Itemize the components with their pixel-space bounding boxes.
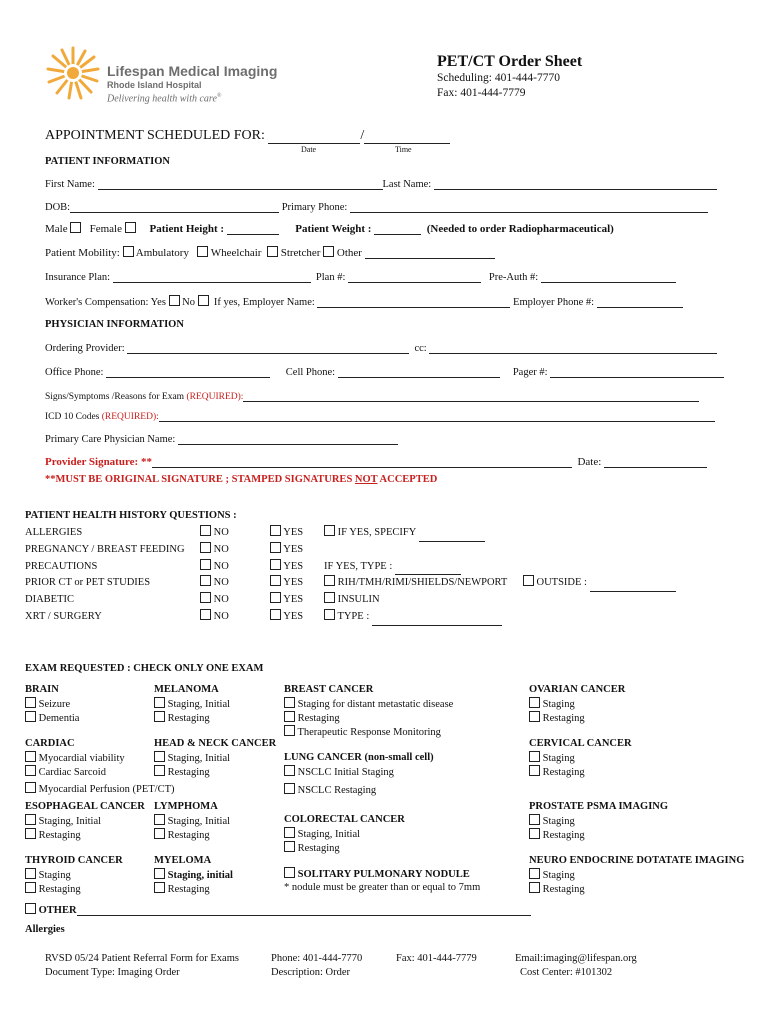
esophageal-restaging-label: Restaging	[38, 830, 81, 841]
outside-checkbox[interactable]	[523, 575, 534, 586]
appointment-row	[45, 128, 450, 144]
pager-label: Pager #:	[512, 367, 548, 378]
lymphoma-staging-label: Staging, Initial	[167, 816, 231, 827]
prostate-group	[529, 800, 668, 842]
wheelchair-label: Wheelchair	[210, 247, 262, 259]
icd-label: ICD 10 Codes	[45, 412, 100, 422]
ambulatory-checkbox[interactable]	[123, 246, 134, 257]
prostate-restaging-checkbox[interactable]	[529, 828, 540, 839]
footer-description: Description: Order	[271, 967, 351, 978]
page-title: PET/CT Order Sheet	[437, 53, 583, 70]
myeloma-staging-checkbox[interactable]	[154, 868, 165, 879]
org-name: Lifespan Medical Imaging	[107, 63, 278, 79]
rih-label: RIH/TMH/RIMI/SHIELDS/NEWPORT	[337, 577, 508, 589]
cardiac-group	[25, 737, 125, 779]
history-item: XRT / SURGERY	[25, 610, 102, 622]
breast-staging-checkbox[interactable]	[284, 697, 295, 708]
yes-checkbox[interactable]	[270, 542, 281, 553]
appointment-date-field[interactable]	[268, 132, 360, 144]
colorectal-restaging-label: Restaging	[297, 843, 340, 854]
no-label: NO	[213, 560, 229, 572]
pcp-field[interactable]	[178, 433, 398, 445]
prostate-restaging-label: Restaging	[542, 830, 585, 841]
warning-not: NOT	[354, 474, 378, 485]
myeloma-title: MYELOMA	[154, 855, 212, 866]
melanoma-restaging-label: Restaging	[167, 713, 210, 724]
nodule-group	[284, 867, 480, 895]
lung-group	[284, 751, 434, 797]
no-label: NO	[213, 527, 229, 538]
signs-row	[45, 390, 699, 402]
ovarian-restaging-checkbox[interactable]	[529, 711, 540, 722]
lymphoma-restaging-checkbox[interactable]	[154, 828, 165, 839]
signature-date-label: Date:	[577, 456, 602, 468]
neuro-restaging-checkbox[interactable]	[529, 882, 540, 893]
viability-label: Myocardial viability	[38, 753, 125, 764]
no-checkbox[interactable]	[200, 542, 211, 553]
org-sub: Rhode Island Hospital	[107, 80, 202, 90]
male-label: Male	[45, 223, 68, 235]
breast-response-label: Therapeutic Response Monitoring	[297, 727, 441, 738]
thyroid-group	[25, 854, 123, 896]
cervical-staging-label: Staging	[542, 753, 575, 764]
workers-comp-no-checkbox[interactable]	[198, 295, 209, 306]
lung-title: LUNG CANCER (non-small cell)	[284, 752, 434, 763]
date-caption: Date	[301, 145, 317, 154]
workers-comp-yes-checkbox[interactable]	[169, 295, 180, 306]
yes-label: YES	[283, 527, 304, 538]
workers-comp-no-label: No	[182, 297, 196, 308]
neuro-group	[529, 854, 744, 896]
ordering-provider-field[interactable]	[127, 342, 409, 354]
cervical-restaging-checkbox[interactable]	[529, 765, 540, 776]
melanoma-group	[154, 683, 230, 725]
signature-field[interactable]	[152, 456, 572, 468]
thyroid-restaging-checkbox[interactable]	[25, 882, 36, 893]
thyroid-restaging-label: Restaging	[38, 884, 81, 895]
history-heading: PATIENT HEALTH HISTORY QUESTIONS :	[25, 510, 237, 521]
appointment-time-field[interactable]	[364, 132, 450, 144]
male-checkbox[interactable]	[70, 222, 81, 233]
footer-right	[515, 952, 637, 980]
dob-field[interactable]	[70, 201, 279, 213]
female-checkbox[interactable]	[125, 222, 136, 233]
myeloma-staging-label: Staging, initial	[167, 870, 233, 881]
history-no-column	[200, 525, 229, 626]
exam-heading: EXAM REQUESTED : CHECK ONLY ONE EXAM	[25, 663, 264, 674]
ordering-provider-label: Ordering Provider:	[45, 343, 125, 354]
preauth-label: Pre-Auth #:	[488, 272, 539, 283]
preauth-field[interactable]	[541, 271, 676, 283]
yes-checkbox[interactable]	[270, 559, 281, 570]
footer-fax: Fax: 401-444-7779	[396, 953, 477, 964]
esophageal-group	[25, 800, 145, 842]
footer-cost-center: Cost Center: #101302	[520, 967, 613, 978]
name-row	[45, 178, 717, 190]
colorectal-staging-checkbox[interactable]	[284, 827, 295, 838]
time-caption: Time	[395, 145, 412, 154]
perfusion-checkbox[interactable]	[25, 782, 36, 793]
footer-doctype: Document Type: Imaging Order	[45, 967, 180, 978]
thyroid-staging-checkbox[interactable]	[25, 868, 36, 879]
scheduling-phone: Scheduling: 401-444-7770	[437, 72, 560, 84]
outside-field[interactable]	[590, 580, 676, 592]
lymphoma-group	[154, 800, 230, 842]
employer-phone-label: Employer Phone #:	[513, 297, 595, 308]
signs-label: Signs/Symptoms /Reasons for Exam	[45, 392, 185, 402]
ovarian-group	[529, 683, 625, 725]
employer-name-field[interactable]	[317, 296, 510, 308]
stretcher-checkbox[interactable]	[267, 246, 278, 257]
signature-date-field[interactable]	[604, 456, 707, 468]
first-name-label: First Name:	[45, 179, 95, 190]
lymphoma-staging-checkbox[interactable]	[154, 814, 165, 825]
myeloma-restaging-label: Restaging	[167, 884, 210, 895]
plan-field[interactable]	[348, 271, 481, 283]
last-name-field[interactable]	[434, 178, 717, 190]
headneck-restaging-label: Restaging	[167, 767, 210, 778]
pcp-label: Primary Care Physician Name:	[45, 434, 176, 445]
sarcoid-checkbox[interactable]	[25, 765, 36, 776]
headneck-group	[154, 737, 276, 779]
warning-accepted: ACCEPTED	[379, 474, 438, 485]
headneck-restaging-checkbox[interactable]	[154, 765, 165, 776]
first-name-field[interactable]	[98, 178, 383, 190]
stretcher-label: Stretcher	[280, 247, 321, 259]
thyroid-staging-label: Staging	[38, 870, 71, 881]
no-checkbox[interactable]	[200, 592, 211, 603]
cell-phone-field[interactable]	[338, 366, 500, 378]
cc-label: cc:	[414, 343, 427, 354]
specify-label: IF YES, SPECIFY	[337, 527, 416, 538]
myeloma-group	[154, 854, 233, 896]
headneck-title: HEAD & NECK CANCER	[154, 738, 277, 749]
prostate-staging-checkbox[interactable]	[529, 814, 540, 825]
colorectal-title: COLORECTAL CANCER	[284, 814, 405, 825]
nsclc-restaging-checkbox[interactable]	[284, 783, 295, 794]
wheelchair-checkbox[interactable]	[197, 246, 208, 257]
rih-checkbox[interactable]	[324, 575, 335, 586]
workers-comp-label: Worker's Compensation: Yes	[45, 297, 166, 308]
cervical-staging-checkbox[interactable]	[529, 751, 540, 762]
mobility-label: Patient Mobility:	[45, 247, 120, 259]
neuro-staging-checkbox[interactable]	[529, 868, 540, 879]
nodule-title: SOLITARY PULMONARY NODULE	[297, 869, 470, 880]
icd-required: (REQUIRED):	[101, 412, 159, 422]
other-exam-checkbox[interactable]	[25, 903, 36, 914]
breast-group	[284, 683, 453, 739]
ovarian-staging-label: Staging	[542, 699, 575, 710]
ovarian-title: OVARIAN CANCER	[529, 684, 626, 695]
melanoma-title: MELANOMA	[154, 684, 219, 695]
nsclc-initial-checkbox[interactable]	[284, 765, 295, 776]
yes-checkbox[interactable]	[270, 525, 281, 536]
colorectal-staging-label: Staging, Initial	[297, 829, 361, 840]
no-label: NO	[213, 543, 229, 555]
surgery-type-label: TYPE :	[337, 610, 370, 622]
plan-label: Plan #:	[315, 272, 346, 283]
footer-fax-col	[396, 952, 477, 966]
allergies-label: Allergies	[25, 924, 65, 935]
primary-phone-field[interactable]	[350, 201, 708, 213]
sex-height-row	[45, 222, 614, 235]
height-label: Patient Height :	[149, 223, 225, 235]
cervical-restaging-label: Restaging	[542, 767, 585, 778]
seizure-checkbox[interactable]	[25, 697, 36, 708]
weight-note: (Needed to order Radiopharmaceutical)	[426, 223, 614, 235]
footer-email: Email:imaging@lifespan.org	[515, 953, 637, 964]
if-yes-type-label: IF YES, TYPE :	[324, 560, 393, 572]
esophageal-title: ESOPHAGEAL CANCER	[25, 801, 145, 812]
neuro-title: NEURO ENDOCRINE DOTATATE IMAGING	[529, 855, 745, 866]
no-checkbox[interactable]	[200, 525, 211, 536]
other-mobility-field[interactable]	[365, 247, 495, 259]
last-name-label: Last Name:	[382, 179, 432, 190]
colorectal-group	[284, 813, 405, 855]
breast-restaging-label: Restaging	[297, 713, 340, 724]
ovarian-restaging-label: Restaging	[542, 713, 585, 724]
signature-label: Provider Signature: **	[45, 456, 152, 468]
signature-row	[45, 456, 707, 468]
neuro-restaging-label: Restaging	[542, 884, 585, 895]
nodule-note: * nodule must be greater than or equal to 7mm	[284, 882, 481, 893]
breast-restaging-checkbox[interactable]	[284, 711, 295, 722]
brain-title: BRAIN	[25, 684, 59, 695]
cervical-group	[529, 737, 632, 779]
no-label: NO	[213, 594, 229, 606]
history-item: PREGNANCY / BREAST FEEDING	[25, 543, 185, 555]
thyroid-title: THYROID CANCER	[25, 855, 123, 866]
history-item: PRECAUTIONS	[25, 560, 98, 572]
office-phone-field[interactable]	[106, 366, 270, 378]
yes-label: YES	[283, 594, 304, 606]
yes-checkbox[interactable]	[270, 575, 281, 586]
no-label: NO	[213, 610, 229, 622]
physician-info-heading: PHYSICIAN INFORMATION	[45, 319, 184, 330]
insurance-label: Insurance Plan:	[45, 272, 111, 283]
breast-response-checkbox[interactable]	[284, 725, 295, 736]
yes-checkbox[interactable]	[270, 609, 281, 620]
office-phone-label: Office Phone:	[45, 367, 104, 378]
workers-comp-row	[45, 295, 683, 308]
cervical-title: CERVICAL CANCER	[529, 738, 632, 749]
surgery-type-checkbox[interactable]	[324, 609, 335, 620]
perfusion-label: Myocardial Perfusion (PET/CT)	[38, 784, 175, 795]
history-item: DIABETIC	[25, 594, 74, 606]
phones-row	[45, 366, 724, 378]
nodule-checkbox[interactable]	[284, 867, 295, 878]
weight-label: Patient Weight :	[295, 223, 372, 235]
brain-group	[25, 683, 79, 725]
history-questions	[25, 525, 185, 626]
footer-left	[45, 952, 239, 980]
no-checkbox[interactable]	[200, 609, 211, 620]
pcp-row	[45, 433, 398, 445]
specify-checkbox[interactable]	[324, 525, 335, 536]
cc-field[interactable]	[429, 342, 717, 354]
signs-required: (REQUIRED):	[186, 392, 244, 402]
icd-field[interactable]	[159, 410, 715, 422]
tagline: Delivering health with care®	[107, 93, 222, 105]
lymphoma-restaging-label: Restaging	[167, 830, 210, 841]
esophageal-staging-label: Staging, Initial	[38, 816, 102, 827]
breast-title: BREAST CANCER	[284, 684, 374, 695]
signs-field[interactable]	[243, 390, 699, 402]
signature-warning	[45, 474, 437, 485]
other-mobility-label: Other	[336, 247, 362, 259]
warning-text: **MUST BE ORIGINAL SIGNATURE ; STAMPED SIGNATURES	[45, 474, 353, 485]
other-mobility-checkbox[interactable]	[323, 246, 334, 257]
other-exam-field[interactable]	[77, 904, 531, 916]
outside-label: OUTSIDE :	[536, 577, 587, 589]
insurance-row	[45, 271, 676, 283]
other-row	[25, 903, 531, 916]
specify-field[interactable]	[419, 530, 485, 542]
primary-phone-label: Primary Phone:	[281, 202, 348, 213]
history-item: ALLERGIES	[25, 527, 83, 538]
yes-label: YES	[283, 543, 304, 555]
esophageal-restaging-checkbox[interactable]	[25, 828, 36, 839]
nsclc-restaging-label: NSCLC Restaging	[297, 785, 377, 796]
insulin-checkbox[interactable]	[324, 592, 335, 603]
prostate-title: PROSTATE PSMA IMAGING	[529, 801, 669, 812]
other-exam-label: OTHER	[38, 905, 77, 916]
perfusion-option	[25, 782, 175, 796]
history-item: PRIOR CT or PET STUDIES	[25, 577, 151, 589]
history-details-column	[324, 525, 676, 626]
cardiac-title: CARDIAC	[25, 738, 75, 749]
appointment-label: APPOINTMENT SCHEDULED FOR:	[45, 128, 265, 143]
headneck-staging-label: Staging, Initial	[167, 753, 231, 764]
footer-middle	[271, 952, 362, 980]
employer-name-label: If yes, Employer Name:	[213, 297, 315, 308]
nsclc-initial-label: NSCLC Initial Staging	[297, 767, 394, 778]
height-field[interactable]	[227, 223, 279, 235]
prostate-staging-label: Staging	[542, 816, 575, 827]
yes-label: YES	[283, 560, 304, 572]
dementia-checkbox[interactable]	[25, 711, 36, 722]
no-checkbox[interactable]	[200, 559, 211, 570]
insurance-field[interactable]	[113, 271, 311, 283]
patient-info-heading: PATIENT INFORMATION	[45, 156, 170, 167]
lifespan-sun-logo	[45, 45, 101, 101]
precaution-type-field[interactable]	[395, 563, 461, 575]
headneck-staging-checkbox[interactable]	[154, 751, 165, 762]
myeloma-restaging-checkbox[interactable]	[154, 882, 165, 893]
employer-phone-field[interactable]	[597, 296, 683, 308]
dob-row	[45, 201, 708, 213]
footer-rvsd: RVSD 05/24 Patient Referral Form for Exams	[45, 953, 239, 964]
weight-field[interactable]	[374, 223, 421, 235]
neuro-staging-label: Staging	[542, 870, 575, 881]
seizure-label: Seizure	[38, 699, 71, 710]
breast-staging-label: Staging for distant metastatic disease	[297, 699, 454, 710]
no-checkbox[interactable]	[200, 575, 211, 586]
melanoma-staging-checkbox[interactable]	[154, 697, 165, 708]
melanoma-restaging-checkbox[interactable]	[154, 711, 165, 722]
fax-number: Fax: 401-444-7779	[437, 87, 526, 99]
female-label: Female	[89, 223, 122, 235]
mobility-row	[45, 246, 495, 259]
pager-field[interactable]	[550, 366, 724, 378]
sarcoid-label: Cardiac Sarcoid	[38, 767, 106, 778]
yes-checkbox[interactable]	[270, 592, 281, 603]
history-yes-column	[270, 525, 303, 626]
viability-checkbox[interactable]	[25, 751, 36, 762]
colorectal-restaging-checkbox[interactable]	[284, 841, 295, 852]
ambulatory-label: Ambulatory	[135, 247, 189, 259]
slash: /	[360, 128, 365, 143]
ordering-row	[45, 342, 717, 354]
esophageal-staging-checkbox[interactable]	[25, 814, 36, 825]
melanoma-staging-label: Staging, Initial	[167, 699, 231, 710]
icd-row	[45, 410, 715, 422]
dementia-label: Dementia	[38, 713, 80, 724]
cell-phone-label: Cell Phone:	[285, 367, 336, 378]
yes-label: YES	[283, 577, 304, 589]
footer-phone: Phone: 401-444-7770	[271, 953, 363, 964]
dob-label: DOB:	[45, 202, 71, 213]
lymphoma-title: LYMPHOMA	[154, 801, 218, 812]
ovarian-staging-checkbox[interactable]	[529, 697, 540, 708]
no-label: NO	[213, 577, 229, 589]
yes-label: YES	[283, 610, 304, 622]
surgery-type-field[interactable]	[372, 614, 502, 626]
insulin-label: INSULIN	[337, 594, 380, 606]
